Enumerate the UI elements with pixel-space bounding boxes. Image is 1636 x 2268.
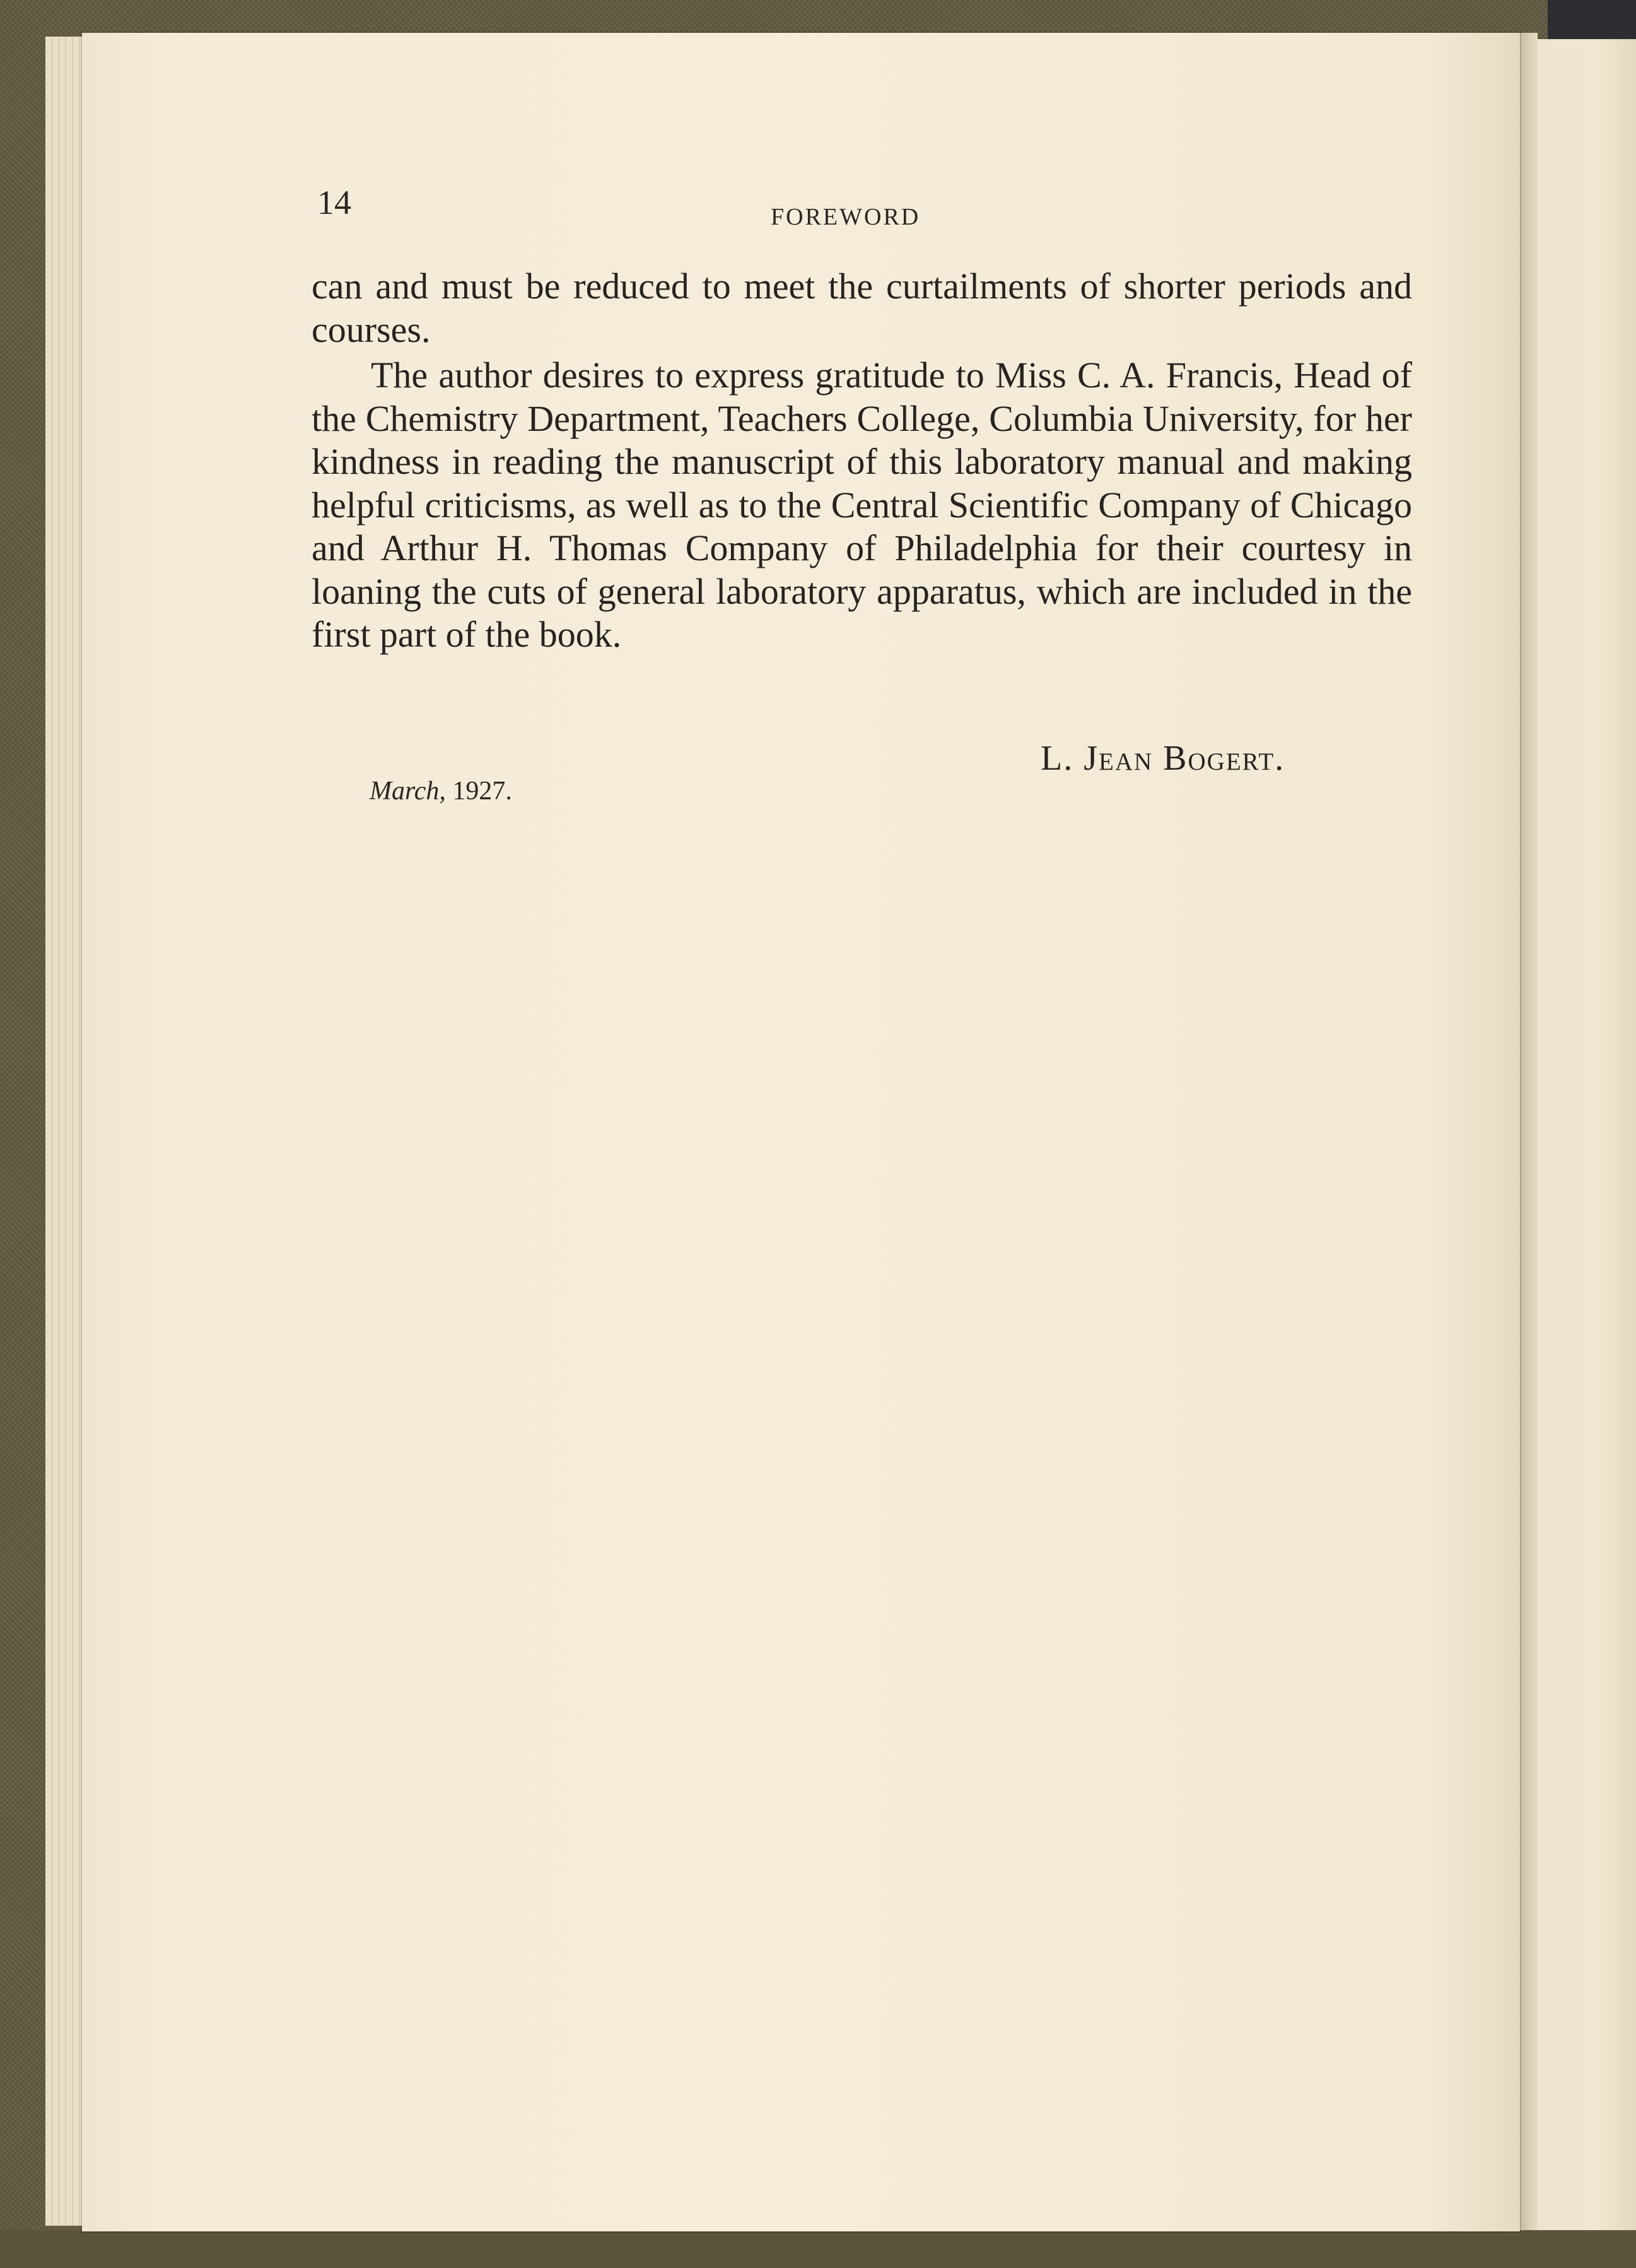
paragraph: can and must be reduced to meet the curtailments of shorter periods and courses. [312, 266, 1412, 350]
background-corner [1548, 0, 1636, 44]
date-month: March, [370, 777, 446, 806]
date-year: 1927. [452, 777, 512, 806]
author-signature: L. Jean Bogert. [1041, 739, 1285, 778]
paragraph: The author desires to express gratitude to Miss C. A. Francis, Head of the Chemistry Department, Teachers College, Columbia University, for her kindness in reading the manuscript of this laboratory manual and making helpful criticisms, as well as to the Central Scientific Company of Chicago and Arthur H. Thomas Company of Philadelphia for their courtesy in loaning the cuts of general laboratory apparatus, which are included in the first part of the book. [312, 355, 1412, 655]
foreword-date [370, 776, 512, 806]
cover-bottom-edge [0, 2230, 1636, 2268]
facing-page [1538, 39, 1636, 2235]
page-number: 14 [317, 184, 351, 221]
book-gutter [1520, 33, 1538, 2231]
body-text [312, 265, 1412, 657]
running-head: FOREWORD [771, 204, 921, 230]
